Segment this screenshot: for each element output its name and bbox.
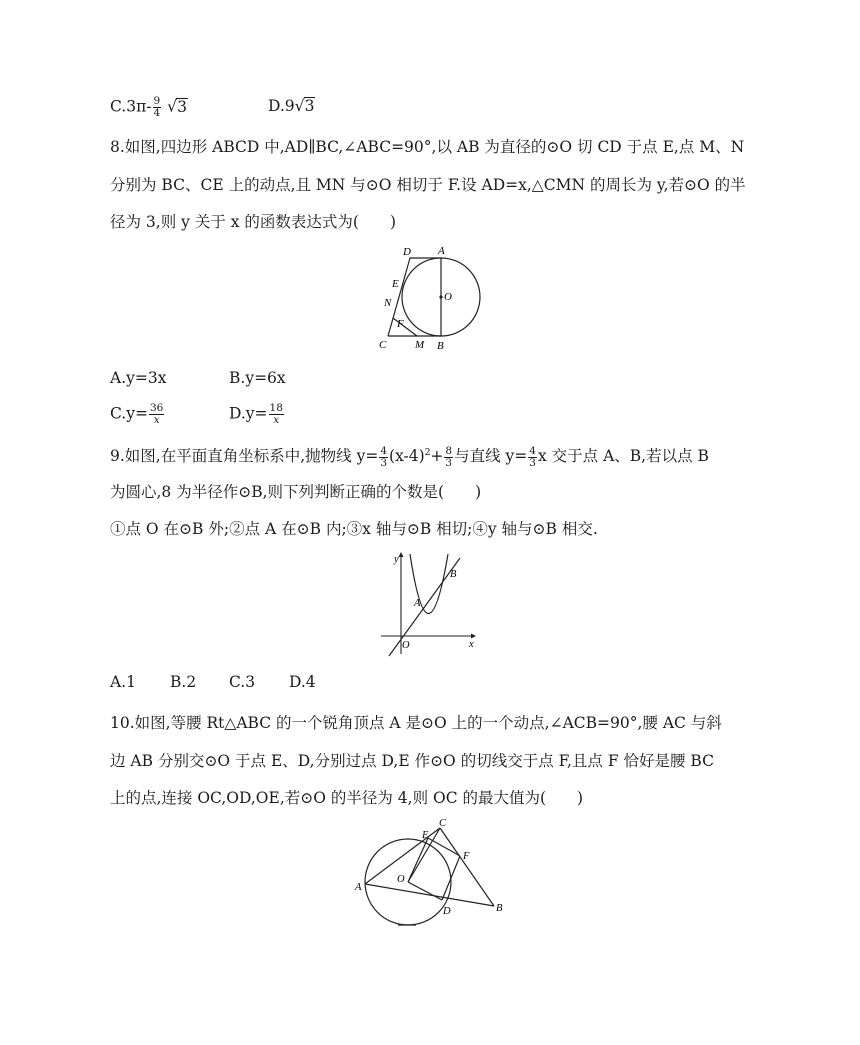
fraction-4-3 — [379, 446, 388, 469]
label-o: O — [402, 640, 410, 651]
exponent: 2 — [424, 448, 431, 458]
label-c: C — [379, 339, 387, 351]
q7-option-c-fraction — [153, 96, 162, 119]
label-d: D — [403, 246, 411, 258]
label-e: E — [422, 830, 429, 841]
q7-option-c-prefix: C.3 — [110, 97, 137, 116]
q8-option-a[interactable]: A.y=3x — [110, 369, 167, 387]
plus-sign: + — [430, 447, 444, 466]
q9-line1-part-e: x 交于点 A、B,若以点 B — [537, 447, 709, 466]
q8-option-d-prefix: D.y= — [229, 404, 268, 423]
label-o: O — [444, 291, 452, 303]
q7-option-d[interactable] — [268, 96, 315, 116]
side-ab — [365, 884, 494, 906]
label-b: B — [450, 569, 457, 580]
fraction-8-3 — [444, 446, 453, 469]
fraction-numerator: 36 — [149, 402, 164, 414]
sqrt-sign: √ — [294, 97, 305, 115]
q10-text-line-1: 10.如图,等腰 Rt△ABC 的一个锐角顶点 A 是⊙O 上的一个动点,∠ACB=90°,腰 AC 与斜 — [110, 714, 722, 732]
fraction-denominator: x — [153, 414, 160, 426]
sqrt-sign: √ — [167, 97, 178, 116]
label-n: N — [384, 297, 392, 309]
label-d: D — [443, 906, 451, 917]
q9-text-line-2: 为圆心,8 为半径作⊙B,则下列判断正确的个数是( ) — [110, 483, 482, 501]
q8-option-d[interactable] — [229, 403, 285, 426]
q7-option-d-prefix: D.9 — [268, 97, 295, 115]
q7-option-d-radicand: 3 — [304, 97, 315, 115]
fraction-denominator: 3 — [529, 456, 536, 469]
q9-option-d[interactable]: D.4 — [289, 673, 316, 691]
q9-option-c[interactable]: C.3 — [229, 673, 256, 691]
x-axis-arrow-icon — [471, 634, 476, 639]
label-x: x — [469, 639, 474, 650]
q8-figure — [372, 242, 487, 357]
q9-option-b[interactable]: B.2 — [170, 673, 197, 691]
q8-option-b[interactable]: B.y=6x — [229, 369, 286, 387]
label-f: F — [397, 318, 404, 330]
q8-text-line-2: 分别为 BC、CE 上的动点,且 MN 与⊙O 相切于 F.设 AD=x,△CMN 的周长为 y,若⊙O 的半 — [110, 176, 746, 194]
q10-text-line-2: 边 AB 分别交⊙O 于点 E、D,分别过点 D,E 作⊙O 的切线交于点 F,且点 F 恰好是腰 BC — [110, 752, 714, 770]
label-m: M — [415, 339, 425, 351]
fraction-4-3-b — [528, 446, 537, 469]
q9-text-line-3: ①点 O 在⊙B 外;②点 A 在⊙B 内;③x 轴与⊙B 相切;④y 轴与⊙B 相交. — [110, 520, 598, 538]
fraction-numerator: 18 — [269, 402, 283, 414]
label-a: A — [438, 245, 445, 257]
fraction-numerator: 4 — [380, 444, 388, 457]
fraction-numerator: 4 — [529, 444, 536, 457]
fraction-denominator: 3 — [380, 456, 388, 469]
q9-option-a[interactable]: A.1 — [110, 673, 136, 691]
fraction-numerator: 8 — [445, 444, 453, 457]
q7-option-c-radicand: 3 — [177, 97, 187, 116]
q7-option-c[interactable] — [110, 96, 188, 119]
tangent-df — [442, 856, 460, 900]
fraction-denominator: 3 — [445, 456, 453, 469]
pi-symbol: π — [136, 97, 147, 116]
q8-option-d-fraction — [269, 403, 284, 426]
label-b: B — [496, 903, 503, 914]
q9-line1-part-b: (x-4) — [389, 447, 425, 466]
q8-text-line-3: 径为 3,则 y 关于 x 的函数表达式为( ) — [110, 213, 397, 231]
fraction-denominator: 4 — [153, 107, 161, 119]
fraction-numerator: 9 — [153, 95, 161, 107]
y-axis-arrow-icon — [399, 552, 404, 557]
q10-figure — [350, 815, 510, 927]
q8-option-c[interactable] — [110, 403, 165, 426]
center-o-dot — [439, 295, 442, 298]
fraction-denominator: x — [273, 414, 280, 426]
q10-text-line-3: 上的点,连接 OC,OD,OE,若⊙O 的半径为 4,则 OC 的最大值为( ) — [110, 789, 584, 807]
label-o: O — [397, 874, 405, 885]
q8-option-c-fraction — [149, 403, 164, 426]
label-a: A — [355, 882, 362, 893]
label-c: C — [439, 818, 447, 829]
label-f: F — [463, 851, 470, 862]
label-y: y — [394, 554, 399, 565]
label-b: B — [437, 340, 444, 352]
label-a: A — [414, 598, 421, 609]
label-e: E — [392, 278, 399, 290]
q8-text-line-1: 8.如图,四边形 ABCD 中,AD∥BC,∠ABC=90°,以 AB 为直径的⊙O 切 CD 于点 E,点 M、N — [110, 138, 745, 156]
minus-sign: - — [146, 97, 152, 116]
q8-option-c-prefix: C.y= — [110, 404, 148, 423]
q9-line1-part-a: 9.如图,在平面直角坐标系中,抛物线 y= — [110, 447, 379, 466]
q9-line1-part-d: 与直线 y= — [454, 447, 528, 466]
segment-od — [408, 882, 442, 900]
q9-figure — [376, 548, 482, 660]
q9-text-line-1 — [110, 443, 709, 469]
